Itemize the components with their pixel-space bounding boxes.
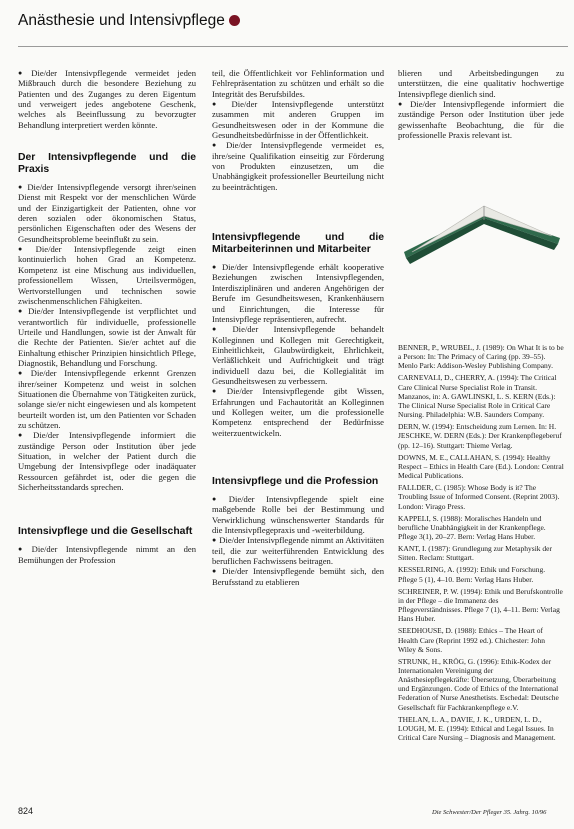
paragraph: ● Die/der Intensivpflegende behandelt Kolleginnen und Kollegen mit Gerechtigkeit, Einheitlichkeit, Glaubwürdigkeit, Ehrlichkeit, Verläßlichkeit und Aufrichtigkeit und trägt individuell dazu bei, die Kollegialität im Gesundheitswesen zu verbessern. <box>212 324 384 386</box>
page-header <box>18 12 240 30</box>
section-title: Anästhesie und Intensivpflege <box>18 12 225 29</box>
paragraph: ● Die/der Intensivpflegende vermeidet jeden Mißbrauch durch die besondere Beziehung zu Patienten und des Zuganges zu deren Eigentum und verweigert jedes angebotene Geschenk, welches als Beeinflussung zu bevorzugter Behandlung interpretiert werden könnte. <box>18 68 196 130</box>
section-heading: Intensivpflegende und die Mitarbeiterinnen und Mitarbeiter <box>212 232 384 256</box>
paragraph: ● Die/der Intensivpflegende spielt eine maßgebende Rolle bei der Bestimmung und Verwirklichung wünschenswerter Standards für die Intensivpflegepraxis und -weiterbildung. <box>212 494 384 535</box>
reference-list <box>398 343 564 745</box>
reference-item: KESSELRING, A. (1992): Ethik und Forschung. Pflege 5 (1), 4–10. Bern: Verlag Hans Huber. <box>398 565 546 584</box>
paragraph: ● Die/der Intensivpflegende vermeidet es, ihre/seine Qualifikation einseitig zur Förderung von Produkten einzusetzen, um die Unabhängigkeit professioneller Beurteilung nicht zu beeinträchtigen. <box>212 140 384 192</box>
reference-item: THELAN, L. A., DAVIE, J. K., URDEN, L. D., LOUGH, M. E. (1994): Ethical and Legal Issues. In Critical Care Nursing – Diagnosis and Management. <box>398 714 556 743</box>
paragraph: ● Die/der Intensivpflegende nimmt an Aktivitäten teil, die zur weiterführenden Entwicklung des beruflichen Fachwissens beitragen. <box>212 535 384 566</box>
paragraph: ● Die/der Intensivpflegende gibt Wissen, Erfahrungen und Fachautorität an Kolleginnen und Kollegen weiter, um die professionelle Kompetenz entsprechend der Bedürfnisse weiterzuentwickeln. <box>212 386 384 438</box>
reference-item: DOWNS, M. E., CALLAHAN, S. (1994): Healthy Respect – Ethics in Health Care (Ed.). London: Central Medical Publications. <box>398 452 564 481</box>
journal-footer: Die Schwester/Der Pfleger 35. Jahrg. 10/96 <box>432 809 547 816</box>
paragraph: ● Die/der Intensivpflegende informiert die zuständige Person oder Institution über jede gewissenhafte Beobachtung, die für die professionelle Praxis relevant ist. <box>398 99 564 140</box>
section-heading: Intensivpflege und die Gesellschaft <box>18 526 193 538</box>
section-heading: Der Intensivpflegende und die Praxis <box>18 152 196 176</box>
paragraph: ● Die/der Intensivpflegende erkennt Grenzen ihrer/seiner Kompetenz und weist in solchen Situationen die Übernahme von Tätigkeiten zurück, solange sie/er nicht eingewiesen und als kompetent beurteilt worden ist, um den Patienten vor Schaden zu schützen. <box>18 368 196 430</box>
paragraph: ● Die/der Intensivpflegende unterstützt zusammen mit anderen Gruppen im Gesundheitswesen oder in der Kommune die Gesundheitsbedürfnisse in der Öffentlichkeit. <box>212 99 384 140</box>
column-2 <box>212 68 384 587</box>
reference-item: CARNEVALI, D., CHERRY, A. (1994): The Critical Care Clinical Nurse Specialist Role in Transit. Manzanos, in: A. GAWLINSKI, L. S. KERN (Eds.): The Clinical Nurse Specialist Role in Critical Care Nursing. Philadelphia: W.B. Saunders Company. <box>398 373 557 420</box>
paragraph: ● Die/der Intensivpflegende informiert die zuständige Person oder Institution über jede Situation, in welcher der Patient durch die Umgebung der Intensivpflege oder inadäquater Ressourcen gefährdet ist, oder die gegen die Sicherheitsstandards sprechen. <box>18 430 196 492</box>
column-1 <box>18 68 196 565</box>
reference-item: BENNER, P., WRUBEL, J. (1989): On What It is to be a Person: In: The Primacy of Caring (pp. 39–55). Menlo Park: Addison-Wesley Publishing Company. <box>398 343 564 371</box>
paragraph: ● Die/der Intensivpflegende ist verpflichtet und verantwortlich für individuelle, professionelle Urteile und Handlungen, sowie ist der Anwalt für die Rechte der Patienten. Sie/er achtet auf die Einhaltung ethischer Prinzipien hinsichtlich Pflege, Diagnostik, Behandlung und Forschung. <box>18 306 196 368</box>
header-dot-icon <box>229 15 240 26</box>
header-rule <box>18 46 568 47</box>
reference-item: SEEDHOUSE, D. (1988): Ethics – The Heart of Health Care (Reprint 1992 ed.). Chichester: John Wiley & Sons. <box>398 626 546 654</box>
paragraph: ● Die/der Intensivpflegende nimmt an den Bemühungen der Profession <box>18 544 196 565</box>
reference-item: STRUNK, H., KRÖG, G. (1996): Ethik-Kodex der Internationalen Vereinigung der Anästhesiepflegekräfte: Übersetzung, Überarbeitung und Ergänzungen. Code of Ethics of the International Federation of Nurse Anesthetists. Eschedal: Deutsche Gesellschaft für Fachkrankenpflege e.V. <box>398 656 559 712</box>
paragraph: ● Die/der Intensivpflegende erhält kooperative Beziehungen zwischen Intensivpflegenden, Interdisziplinären und anderen Angehörigen der Berufe im Gesundheitswesen, Krankenhäusern und Einrichtungen, die Interesse für Intensivpflege repräsentieren, aufrecht. <box>212 262 384 324</box>
reference-item: KAPPELI, S. (1988): Moralisches Handeln und berufliche Unabhängigkeit in der Krankenpflege. Pflege 3(1), 20–27. Bern: Verlag Hans Huber. <box>398 513 546 541</box>
paragraph: teil, die Öffentlichkeit vor Fehlinformation und Fehlrepräsentation zu schützen und erhält so die Integrität des Berufsbildes. <box>212 68 384 99</box>
paragraph: blieren und Arbeitsbedingungen zu unterstützen, die eine qualitativ hochwertige Intensivpflege dienlich sind. <box>398 68 564 99</box>
reference-item: DERN, W. (1994): Entscheidung zum Lernen. In: H. JESCHKE, W. DERN (Eds.): Der Krankenpflegeberuf (pp. 12–16). Stuttgart: Thieme Verlag. <box>398 422 562 450</box>
section-heading: Intensivpflege und die Profession <box>212 475 379 487</box>
reference-item: FALLDER, C. (1985): Whose Body is it? The Troubling Issue of Informed Consent. (Reprint 2003). London: Virago Press. <box>398 483 560 511</box>
paragraph: ● Die/der Intensivpflegende bemüht sich, den Berufsstand zu etablieren <box>212 566 384 587</box>
paragraph: ● Die/der Intensivpflegende zeigt einen kontinuierlich hohen Grad an Kompetenz. Kompetenz ist eine Mischung aus individuellen, professionellem Wissen, Urteilsvermögen, Wertvorstellungen und technischen sowie zwischenmenschlichen Fähigkeiten. <box>18 244 196 306</box>
column-3 <box>398 68 564 140</box>
reference-item: SCHREINER, P. W. (1994): Ethik und Berufskontrolle in der Pflege – die Immanenz des Pflegeverständnisses. Pflege 7 (1), 4–11. Bern: Verlag Hans Huber. <box>398 586 563 624</box>
page-number: 824 <box>18 806 34 816</box>
open-book-illustration <box>392 140 570 290</box>
paragraph: ● Die/der Intensivpflegende versorgt ihrer/seinen Dienst mit Respekt vor der menschlichen Würde und der Einzigartigkeit der Patienten, ohne vor deren sozialen oder ökonomischen Status, persönlichen Eigenschaften oder des Wesens der Gesundheitsprobleme beeinflußt zu sein. <box>18 182 196 244</box>
reference-item: KANT, I. (1987): Grundlegung zur Metaphysik der Sitten. Reclam: Stuttgart. <box>398 544 552 563</box>
